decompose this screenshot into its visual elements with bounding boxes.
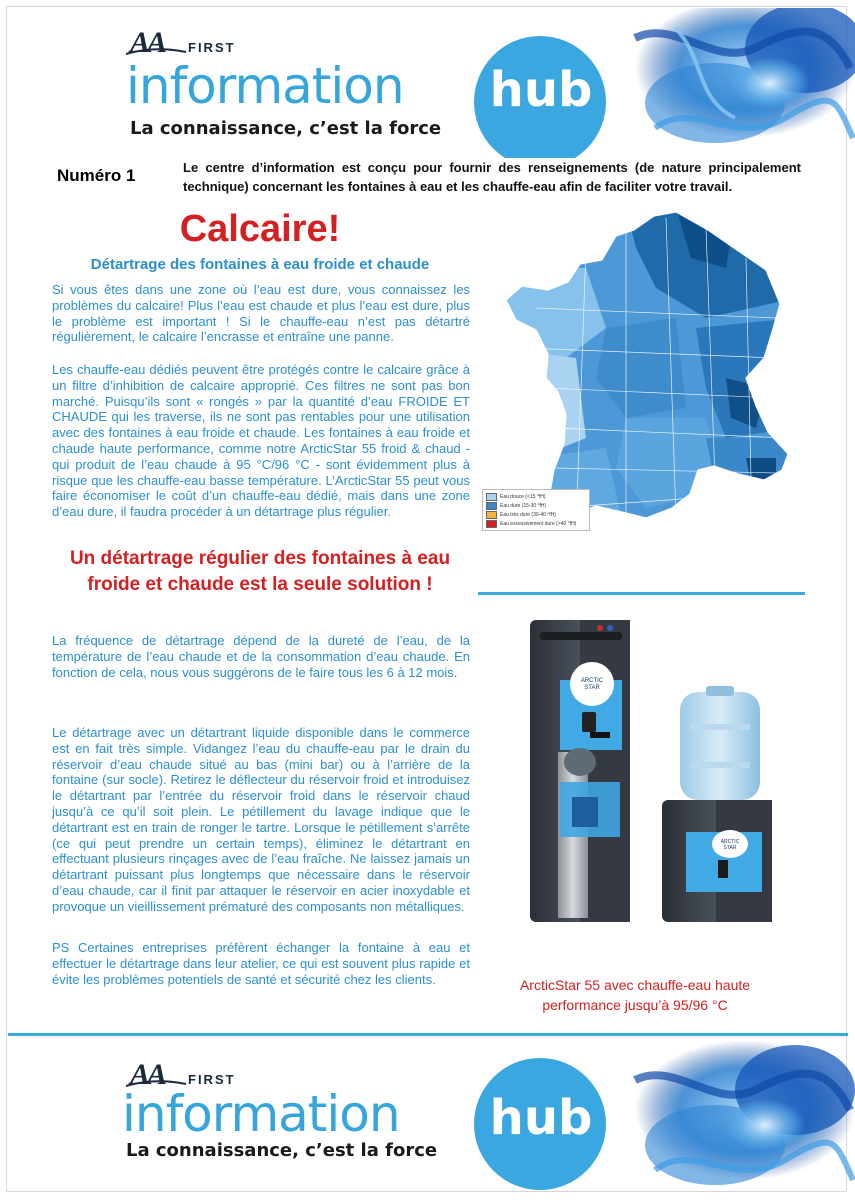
legend-item (486, 519, 586, 528)
brand-tagline: La connaissance, c’est la force (130, 118, 442, 139)
section-paragraph: PS Certaines entreprises préfèrent échanger la fontaine à eau et effectuer le détartrage dans leur atelier, ce qui est souvent plus rapide et évite les problèmes potentiels de santé et sécurité chez les clients. (52, 940, 470, 987)
logo-aa-text: AA (130, 1058, 165, 1091)
legend-label: Eau excessivement dure (>40 °fH) (500, 520, 577, 527)
brand-hub: hub (489, 1090, 593, 1146)
legend-swatch (486, 520, 497, 528)
legend-swatch (486, 511, 497, 519)
logo-aa-text: AA (130, 26, 165, 59)
map-legend (482, 489, 590, 531)
ink-swirl-image (595, 8, 855, 158)
svg-text:STAR: STAR (584, 685, 600, 691)
svg-text:STAR: STAR (723, 845, 737, 851)
brand-information: information (126, 57, 404, 115)
section-paragraph: Le détartrage avec un détartrant liquide disponible dans le commerce est en fait très simple. Vidangez l’eau du chauffe-eau par le drain du réservoir d’eau chaude situé au bas (mini bar) ou à l’arrière de la fontaine (sur socle). Retirez le déflecteur du réservoir froid et introduisez le détartrant par l’entrée du réservoir froid dans le réservoir chaud jusqu’à ce qu’il soit plein. Le pétillement du lavage indique que le détartrant est en train de ronger le tartre. Lorsque le pétillement s’arrête (ce qui peut prendre un certain temps), éliminez le détartrant en effectuant plusieurs rinçages avec de l’eau fraîche. Ne laissez jamais un détartrant puissant plus longtemps que nécessaire dans le réservoir d’eau chaude, car il finit par attaquer le réservoir en acier inoxydable et provoque un vieillissement prématuré des composants non métalliques. (52, 725, 470, 914)
footer-divider (8, 1033, 848, 1036)
legend-item (486, 492, 586, 501)
issue-number: Numéro 1 (57, 166, 136, 185)
section-paragraph: La fréquence de détartrage dépend de la dureté de l’eau, de la température de l’eau chaude et de la consommation d’eau chaude. En fonction de cela, nous vous suggérons de le faire tous les 6 à 12 mois. (52, 633, 470, 680)
brand-information: information (122, 1085, 400, 1143)
brand-hub: hub (489, 62, 593, 118)
section-title: Un détartrage régulier des fontaines à eau froide et chaude est la seule solution ! (69, 548, 451, 595)
logo-first-text: FIRST (188, 1072, 236, 1087)
legend-swatch (486, 493, 497, 501)
header-banner (0, 8, 855, 158)
legend-swatch (486, 502, 497, 510)
footer-banner (0, 1040, 855, 1190)
article-paragraph: Les chauffe-eau dédiés peuvent être protégés contre le calcaire grâce à un filtre d’inhibition de calcaire approprié. Ces filtres ne sont pas bon marché. Puisqu’ils sont « rongés » par la quantité d’eau FROIDE ET CHAUDE qui les traverse, ils ne sont pas rentables pour une utilisation avec des fontaines à eau froide et chaude. Les fontaines à eau froide et chaude haute performance, comme notre ArcticStar 55 froid & chaud - qui produit de l’eau chaude à 95 °C/96 °C - sont évidemment plus à risque que les chauffe-eau basse température. L’ArcticStar 55 peut vous faire économiser le coût d’un chauffe-eau dédié, mais dans une zone d’eau dure, il faudra procéder à un détartrage plus régulier. (52, 362, 470, 520)
article-subtitle: Détartrage des fontaines à eau froide et chaude (90, 256, 430, 273)
legend-label: Eau dure (15-30 °fH) (500, 502, 547, 509)
section-divider (478, 592, 805, 595)
logo-first-text: FIRST (188, 40, 236, 55)
article-paragraph: Si vous êtes dans une zone où l’eau est dure, vous connaissez les problèmes du calcaire! Plus l’eau est chaude et plus l’eau est dure, plus le problème est important ! Si le chauffe-eau n’est pas détartré régulièrement, le calcaire l’encrasse et entraîne une panne. (52, 282, 470, 345)
cooler-badge-text: ARCTIC (580, 678, 604, 684)
intro-text: Le centre d’information est conçu pour fournir des renseignements (de nature principalement technique) concernant les fontaines à eau et les chauffe-eau afin de faciliter votre travail. (183, 160, 801, 194)
legend-item (486, 501, 586, 510)
product-caption: ArcticStar 55 avec chauffe-eau haute performance jusqu’à 95/96 °C (519, 977, 751, 1013)
logo-swoosh-icon (126, 46, 186, 56)
water-cooler-image (520, 612, 810, 932)
brand-tagline: La connaissance, c’est la force (126, 1140, 438, 1161)
legend-item (486, 510, 586, 519)
legend-label: Eau douce (<15 °fH) (500, 493, 546, 500)
ink-swirl-image (595, 1040, 855, 1190)
svg-text:ARCTIC: ARCTIC (720, 839, 740, 845)
article-title: Calcaire! (179, 208, 341, 250)
legend-label: Eau très dure (30-40 °fH) (500, 511, 556, 518)
